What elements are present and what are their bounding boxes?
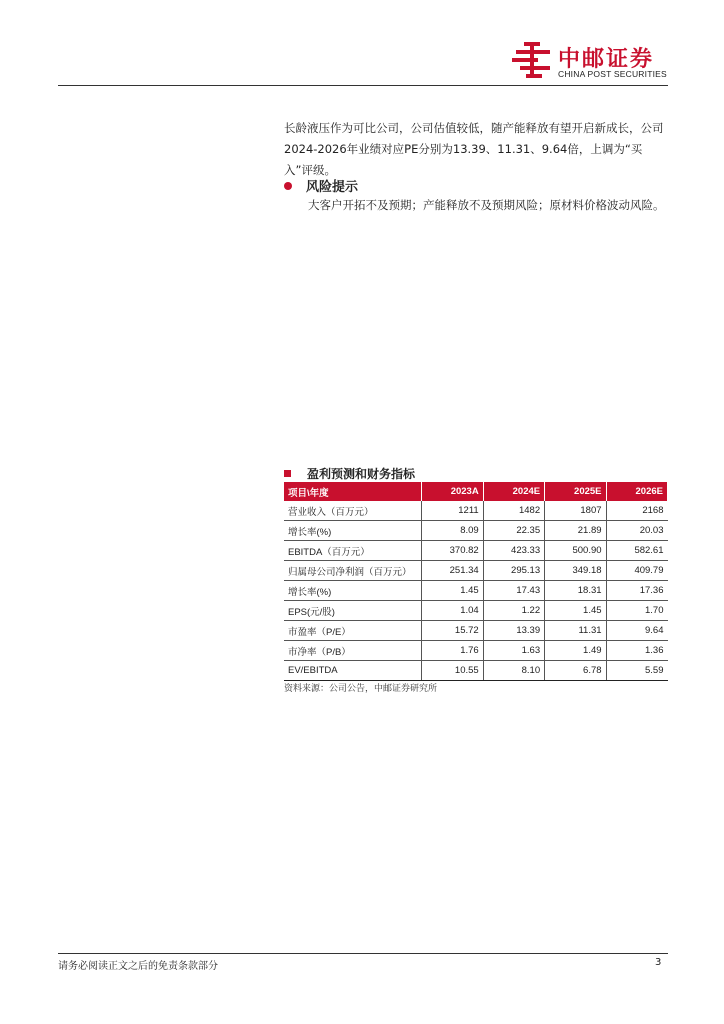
table-cell: 17.36	[606, 581, 667, 601]
table-row	[284, 561, 668, 581]
table-source-note: 资料来源：公司公告，中邮证券研究所	[284, 684, 438, 694]
header-cell-2023a: 2023A	[422, 482, 483, 501]
table-cell: 295.13	[483, 561, 544, 581]
financial-forecast-table	[284, 482, 668, 681]
table-cell: 370.82	[422, 541, 483, 561]
valuation-paragraph: 长龄液压作为可比公司，公司估值较低，随产能释放有望开启新成长，公司2024-2026年业绩对应PE分别为13.39、11.31、9.64倍，上调为“买入”评级。	[284, 121, 664, 177]
table-cell: 409.79	[606, 561, 667, 581]
header-cell-2026e: 2026E	[606, 482, 667, 501]
table-cell: 10.55	[422, 661, 483, 681]
table-cell: 1.63	[483, 641, 544, 661]
bullet-dot-icon	[284, 182, 292, 190]
table-cell: 9.64	[606, 621, 667, 641]
table-row	[284, 501, 668, 521]
logo-english-text: CHINA POST SECURITIES	[558, 69, 667, 79]
risk-paragraph: 大客户开拓不及预期；产能释放不及预期风险；原材料价格波动风险。	[308, 198, 665, 212]
row-label: 营业收入（百万元）	[284, 501, 422, 521]
header-cell-2025e: 2025E	[545, 482, 606, 501]
row-label: EV/EBITDA	[284, 661, 422, 681]
row-label: EBITDA（百万元）	[284, 541, 422, 561]
header-cell-item: 项目\年度	[284, 482, 422, 501]
table-cell: 13.39	[483, 621, 544, 641]
table-cell: 17.43	[483, 581, 544, 601]
table-cell: 8.10	[483, 661, 544, 681]
table-row	[284, 521, 668, 541]
table-row	[284, 641, 668, 661]
footer-divider	[58, 953, 668, 954]
row-label: 增长率(%)	[284, 581, 422, 601]
table-cell: 1.22	[483, 601, 544, 621]
table-cell: 1211	[422, 501, 483, 521]
risk-section-heading	[284, 176, 358, 195]
table-cell: 1.76	[422, 641, 483, 661]
footer-disclaimer: 请务必阅读正文之后的免责条款部分	[58, 961, 218, 972]
table-cell: 1.70	[606, 601, 667, 621]
table-cell: 1.49	[545, 641, 606, 661]
row-label: 市盈率（P/E）	[284, 621, 422, 641]
table-row	[284, 621, 668, 641]
table-row	[284, 601, 668, 621]
row-label: 增长率(%)	[284, 521, 422, 541]
table-cell: 15.72	[422, 621, 483, 641]
table-header-row	[284, 482, 668, 501]
header-divider	[58, 85, 668, 86]
china-post-logo-icon	[510, 40, 554, 82]
table-cell: 423.33	[483, 541, 544, 561]
table-row	[284, 661, 668, 681]
table-cell: 349.18	[545, 561, 606, 581]
table-cell: 22.35	[483, 521, 544, 541]
table-cell: 20.03	[606, 521, 667, 541]
company-logo	[510, 40, 670, 84]
table-cell: 1.45	[422, 581, 483, 601]
square-bullet-icon	[284, 470, 291, 477]
table-cell: 1482	[483, 501, 544, 521]
table-row	[284, 541, 668, 561]
row-label: 市净率（P/B）	[284, 641, 422, 661]
table-title-text: 盈利预测和财务指标	[307, 467, 416, 481]
table-cell: 5.59	[606, 661, 667, 681]
header-cell-2024e: 2024E	[483, 482, 544, 501]
table-cell: 21.89	[545, 521, 606, 541]
table-cell: 6.78	[545, 661, 606, 681]
table-cell: 1.45	[545, 601, 606, 621]
table-row	[284, 581, 668, 601]
table-cell: 18.31	[545, 581, 606, 601]
table-cell: 1807	[545, 501, 606, 521]
table-cell: 11.31	[545, 621, 606, 641]
table-cell: 500.90	[545, 541, 606, 561]
row-label: 归属母公司净利润（百万元）	[284, 561, 422, 581]
page-number: 3	[655, 957, 662, 968]
logo-chinese-text: 中邮证券	[558, 47, 655, 72]
table-cell: 2168	[606, 501, 667, 521]
risk-title: 风险提示	[306, 180, 359, 195]
row-label: EPS(元/股)	[284, 601, 422, 621]
table-cell: 1.36	[606, 641, 667, 661]
table-cell: 251.34	[422, 561, 483, 581]
table-cell: 582.61	[606, 541, 667, 561]
table-title	[284, 465, 415, 482]
table-cell: 1.04	[422, 601, 483, 621]
table-cell: 8.09	[422, 521, 483, 541]
